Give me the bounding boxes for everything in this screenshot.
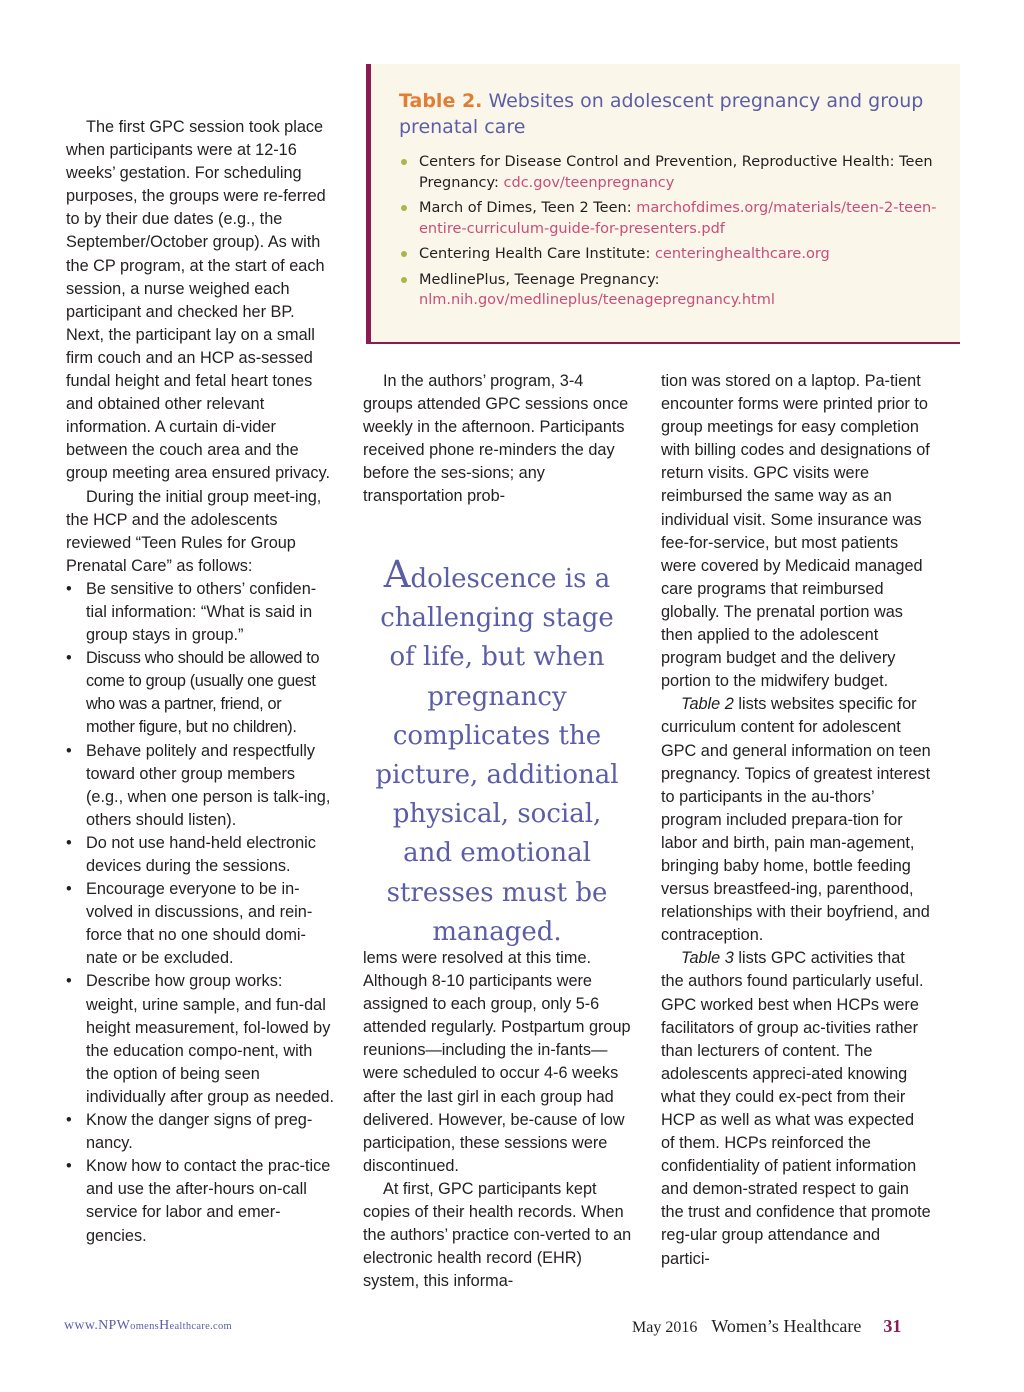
bullet-icon bbox=[401, 205, 407, 211]
list-item: • Discuss who should be allowed to come to group (usually one guest who was a partner, friend, or mother figure, but no children). bbox=[66, 649, 320, 737]
col3-paragraph-1: tion was stored on a laptop. Pa-tient encounter forms were printed prior to group meetings for easy completion with billing codes and designations of return visits. GPC visits were reimbursed the same way as an individual visit. Some insurance was fee-for-service, but most patients were covered by Medicaid managed care programs that reimbursed globally. The prenatal portion was then applied to the adolescent program budget and the delivery portion to the midwifery budget. bbox=[661, 372, 930, 691]
teen-rules-list bbox=[66, 578, 334, 1248]
col3-paragraph-2: Table 2 lists websites specific for curriculum content for adolescent GPC and general information on teen pregnancy. Topics of greatest interest to participants in the au-thors’ program included prepara-tion for labor and birth, pain man-agement, bringing baby home, bottle feeding versus breastfeed-ing, parenthood, relationships with their boyfriend, and contraception. bbox=[661, 695, 931, 945]
col2-paragraph-1: In the authors’ program, 3-4 groups attended GPC sessions once weekly in the afternoon. Participants received phone re-minders the day before the ses-sions; any transportation prob- bbox=[363, 372, 629, 506]
bullet-icon: • bbox=[66, 972, 72, 991]
col1-paragraph-2: During the initial group meet-ing, the HCP and the adolescents reviewed “Teen Rules for Group Prenatal Care” as follows: bbox=[66, 487, 322, 575]
col2-paragraph-2: lems were resolved at this time. Although 8-10 participants were assigned to each group, only 5-6 attended regularly. Postpartum group reunions—including the in-fants—were scheduled to occur 4-6 weeks after the last girl in each group had delivered. However, be-cause of low participation, these sessions were discontinued. bbox=[363, 949, 631, 1175]
list-item: • Know how to contact the prac-tice and use the after-hours on-call service for labor and emer-gencies. bbox=[66, 1157, 331, 1245]
page-number: 31 bbox=[883, 1316, 902, 1336]
pull-quote-initial: A bbox=[383, 553, 411, 596]
column-2-bottom bbox=[363, 947, 633, 1293]
list-item: • Behave politely and respectfully toward other group members (e.g., when one person is talk-ing, others should listen). bbox=[66, 741, 331, 829]
footer-website[interactable]: www.NPWomensHealthcare.com bbox=[64, 1318, 232, 1333]
bullet-icon: • bbox=[66, 833, 72, 852]
table-2-title bbox=[399, 88, 949, 140]
website-list bbox=[399, 152, 959, 316]
bullet-icon: • bbox=[66, 1111, 72, 1130]
list-item: • Know the danger signs of preg-nancy. bbox=[66, 1111, 313, 1153]
pull-quote bbox=[366, 555, 628, 952]
bullet-icon bbox=[401, 277, 407, 283]
bullet-icon: • bbox=[66, 1157, 72, 1176]
footer-date: May 2016 bbox=[632, 1319, 698, 1336]
column-1 bbox=[66, 116, 334, 1248]
website-link[interactable]: cdc.gov/teenpregnancy bbox=[503, 174, 675, 191]
column-2-top bbox=[363, 370, 633, 509]
list-item: • Be sensitive to others’ confiden-tial information: “What is said in group stays in group.” bbox=[66, 579, 317, 645]
col3-paragraph-3: Table 3 lists GPC activities that the authors found particularly useful. GPC worked best when HCPs were facilitators of group ac-tivities rather than lecturers of content. The adolescents appreci-ated knowing what they could ex-pect from their HCP as well as what was expected of them. HCPs reinforced the confidentiality of patient information and demon-strated respect to gain the trust and confidence that promote reg-ular group attendance and partici- bbox=[661, 949, 931, 1268]
list-item: • Describe how group works: weight, urine sample, and fun-dal height measurement, fol-lowed by the education compo-nent, with the option of being seen individually after group as needed. bbox=[66, 972, 335, 1106]
list-item: MedlinePlus, Teenage Pregnancy: nlm.nih.gov/medlineplus/teenagepregnancy.html bbox=[399, 270, 959, 311]
list-item: Centers for Disease Control and Prevention, Reproductive Health: Teen Pregnancy: cdc.gov/teenpregnancy bbox=[399, 152, 959, 193]
list-item: • Do not use hand-held electronic devices during the sessions. bbox=[66, 833, 316, 875]
footer-magazine: Women’s Healthcare bbox=[711, 1316, 862, 1336]
bullet-icon: • bbox=[66, 579, 72, 598]
bullet-icon: • bbox=[66, 649, 72, 668]
table-2-title-text: Websites on adolescent pregnancy and group prenatal care bbox=[399, 90, 924, 138]
website-link[interactable]: nlm.nih.gov/medlineplus/teenagepregnancy.html bbox=[419, 292, 775, 308]
bullet-icon bbox=[401, 159, 407, 165]
list-item: • Encourage everyone to be in-volved in discussions, and rein-force that no one should domi-nate or be excluded. bbox=[66, 880, 313, 968]
col2-paragraph-3: At first, GPC participants kept copies of their health records. When the authors’ practice con-verted to an electronic health record (EHR) system, this informa- bbox=[363, 1179, 632, 1291]
table-2-label: Table 2. bbox=[399, 90, 483, 112]
col1-paragraph-1: The first GPC session took place when participants were at 12-16 weeks’ gestation. For scheduling purposes, the groups were re-ferred to by their due dates (e.g., the September/October group). As with the CP program, at the start of each session, a nurse weighed each participant and checked her BP. Next, the participant lay on a small firm couch and an HCP as-sessed fundal height and fetal heart tones and obtained other relevant information. A curtain di-vider between the couch area and the group meeting area ensured privacy. bbox=[66, 118, 330, 483]
bullet-icon: • bbox=[66, 741, 72, 760]
list-item: Centering Health Care Institute: centeringhealthcare.org bbox=[399, 244, 959, 265]
table-reference: Table 2 bbox=[681, 695, 734, 714]
table-2-box bbox=[366, 64, 960, 344]
list-item: March of Dimes, Teen 2 Teen: marchofdimes.org/materials/teen-2-teen-entire-curriculum-guide-for-presenters.pdf bbox=[399, 198, 959, 239]
website-link[interactable]: marchofdimes.org/materials/teen-2-teen-entire-curriculum-guide-for-presenters.pdf bbox=[419, 200, 937, 237]
website-link[interactable]: centeringhealthcare.org bbox=[654, 246, 830, 262]
footer-info bbox=[632, 1316, 901, 1337]
pull-quote-text: dolescence is a challenging stage of life, but when pregnancy complicates the picture, additional physical, social, and emotional stresses must be managed. bbox=[375, 564, 619, 947]
bullet-icon bbox=[401, 251, 407, 257]
column-3 bbox=[661, 370, 931, 1271]
table-reference: Table 3 bbox=[681, 949, 734, 968]
bullet-icon: • bbox=[66, 880, 72, 899]
